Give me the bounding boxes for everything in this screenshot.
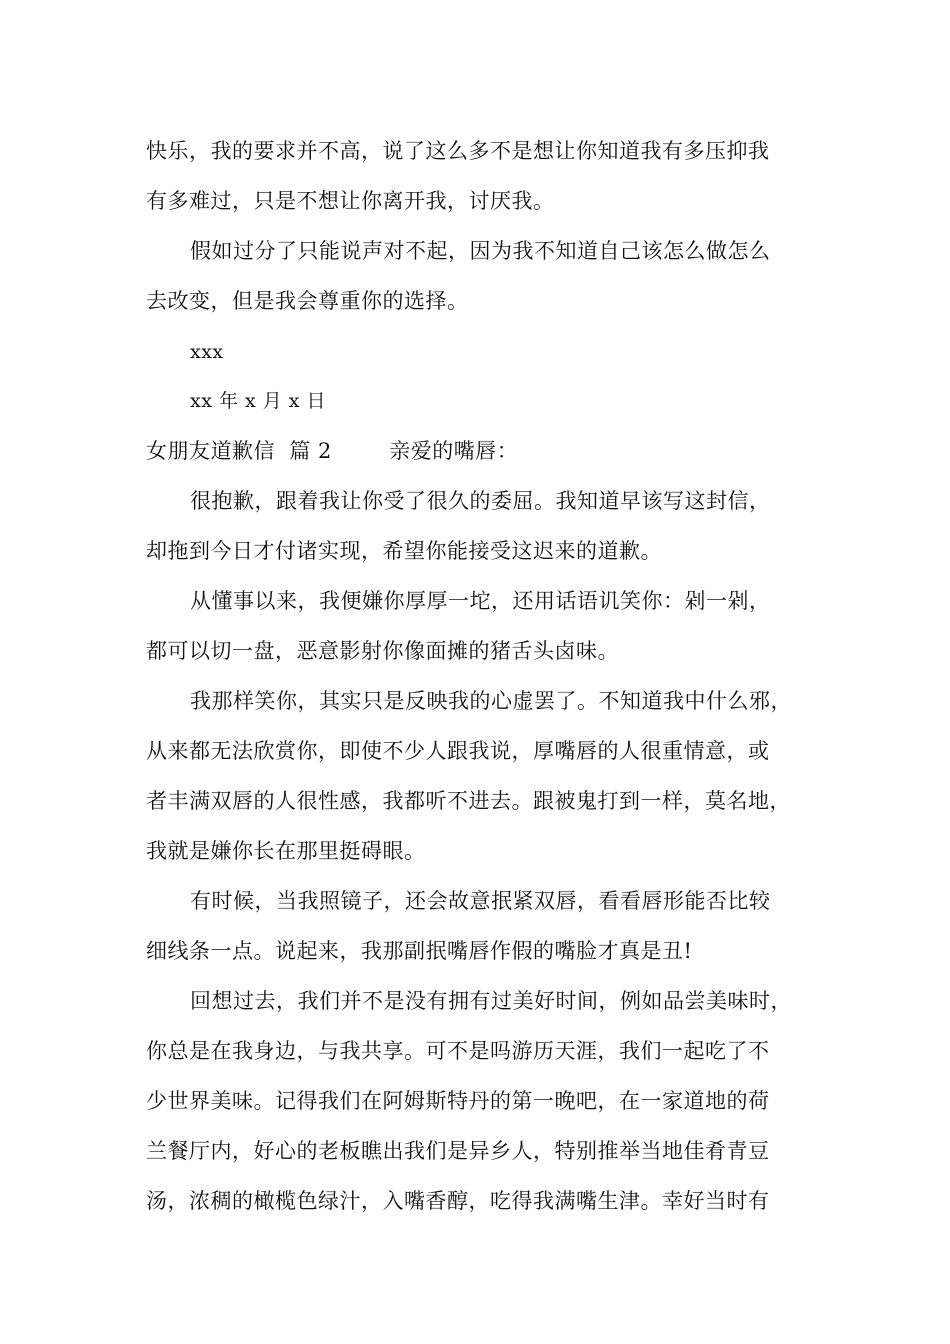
paragraph-line: 假如过分了只能说声对不起，因为我不知道自己该怎么做怎么 bbox=[190, 239, 771, 263]
signature-date: xx 年 x 月 x 日 bbox=[190, 390, 327, 412]
paragraph-line: 回想过去，我们并不是没有拥有过美好时间，例如品尝美味时， bbox=[190, 989, 792, 1013]
paragraph-line: 快乐，我的要求并不高，说了这么多不是想让你知道我有多压抑我 bbox=[146, 139, 770, 163]
paragraph-line: 却拖到今日才付诸实现，希望你能接受这迟来的道歉。 bbox=[146, 539, 662, 563]
paragraph-line: 我就是嫌你长在那里挺碍眼。 bbox=[146, 839, 426, 863]
paragraph-line: 细线条一点。说起来，我那副抿嘴唇作假的嘴脸才真是丑! bbox=[146, 939, 693, 963]
paragraph-line: 有时候，当我照镜子，还会故意抿紧双唇，看看唇形能否比较 bbox=[190, 889, 771, 913]
paragraph-line: 从来都无法欣赏你，即使不少人跟我说，厚嘴唇的人很重情意，或 bbox=[146, 739, 770, 763]
paragraph-line: 去改变，但是我会尊重你的选择。 bbox=[146, 289, 469, 313]
paragraph-line: 都可以切一盘，恶意影射你像面摊的猪舌头卤味。 bbox=[146, 639, 619, 663]
paragraph-line: 从懂事以来，我便嫌你厚厚一坨，还用话语讥笑你：剁一剁， bbox=[190, 589, 771, 613]
signature-name: xxx bbox=[190, 341, 224, 363]
paragraph-line: 我那样笑你，其实只是反映我的心虚罢了。不知道我中什么邪， bbox=[190, 689, 792, 713]
paragraph-line: 很抱歉，跟着我让你受了很久的委屈。我知道早该写这封信， bbox=[190, 489, 771, 513]
paragraph-line: 者丰满双唇的人很性感，我都听不进去。跟被鬼打到一样，莫名地， bbox=[146, 789, 791, 813]
paragraph-line: 少世界美味。记得我们在阿姆斯特丹的第一晚吧，在一家道地的荷 bbox=[146, 1089, 770, 1113]
paragraph-line: 有多难过，只是不想让你离开我，讨厌我。 bbox=[146, 189, 555, 213]
paragraph-line: 你总是在我身边，与我共享。可不是吗游历天涯，我们一起吃了不 bbox=[146, 1039, 770, 1063]
paragraph-line: 兰餐厅内，好心的老板瞧出我们是异乡人，特别推举当地佳肴青豆 bbox=[146, 1139, 770, 1163]
section-heading: 女朋友道歉信 篇 2 亲爱的嘴唇： bbox=[146, 439, 519, 463]
paragraph-line: 汤，浓稠的橄榄色绿汁，入嘴香醇，吃得我满嘴生津。幸好当时有 bbox=[146, 1189, 770, 1213]
